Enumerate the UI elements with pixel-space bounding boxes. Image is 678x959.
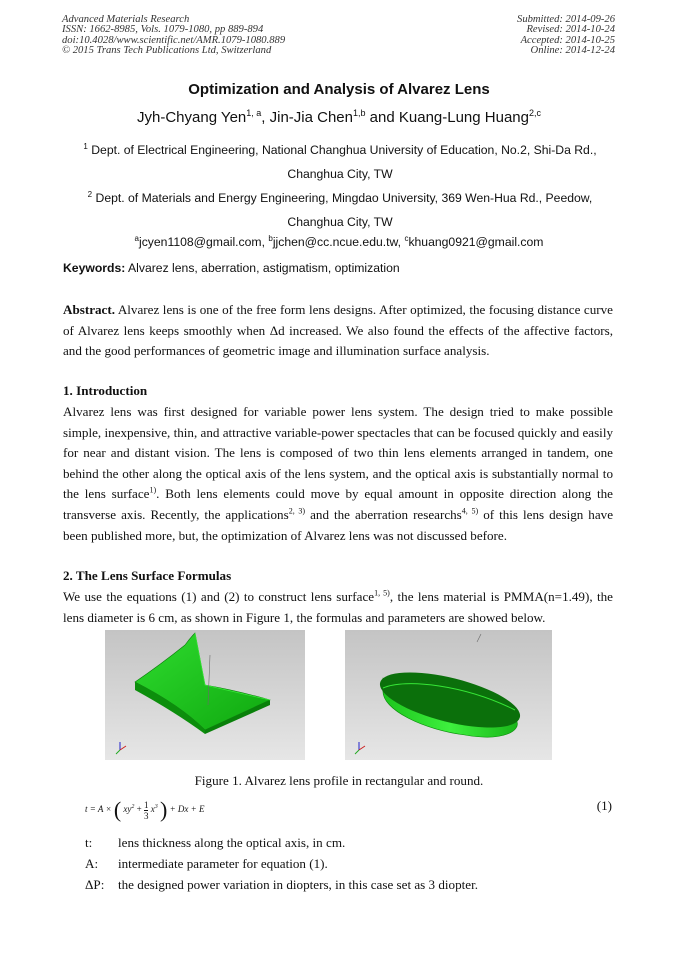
intro-text: of this lens design have been published more, but, the optimization of Alvarez lens was not discussed before. — [63, 506, 614, 543]
intro-text: Alvarez lens was first designed for variable power lens system. The design tried to make possible simple, inexpensive, thin, and attractive variable-power spectacles that can be focused quickly and easily for near and distant vision. The lens is composed of two thin lens elements arranged in tandem, one behind the other along the optical axis of the lens system, and the optical axis is substantially normal to the lens surface — [63, 404, 613, 502]
accepted-date: Accepted: 2014-10-25 — [520, 34, 615, 46]
equation-fraction — [144, 800, 149, 821]
doi-line: doi:10.4028/www.scientific.net/AMR.1079-1080.889 — [62, 34, 286, 46]
definition-item — [85, 856, 328, 872]
definition-item — [85, 877, 478, 893]
email-sup: c — [404, 234, 409, 243]
equation-number: (1) — [596, 798, 612, 813]
citation: 1, 5) — [374, 588, 390, 598]
introduction-paragraph — [63, 402, 613, 546]
paper-title: Optimization and Analysis of Alvarez Lens — [188, 81, 490, 98]
affiliation-text: Dept. of Electrical Engineering, National Changhua University of Education, No.2, Shi-Da Rd., Changhua City, TW — [91, 143, 597, 182]
author-name: Kuang-Lung Huang — [398, 109, 529, 126]
affiliation-text: Dept. of Materials and Energy Engineering, Mingdao University, 369 Wen-Hua Rd., Peedow, Changhua City, TW — [95, 191, 593, 230]
author-name: Jin-Jia Chen — [269, 109, 353, 126]
email-address[interactable]: jjchen@cc.ncue.edu.tw — [272, 235, 398, 250]
figure-round-lens — [345, 630, 552, 760]
round-lens-render — [345, 630, 552, 760]
section-heading-introduction: 1. Introduction — [63, 383, 148, 398]
keywords-text: Alvarez lens, aberration, astigmatism, optimization — [128, 261, 400, 275]
definition-item — [85, 835, 345, 851]
affiliation-1 — [70, 135, 610, 186]
definition-desc: lens thickness along the optical axis, in cm. — [118, 835, 346, 850]
fraction-denominator: 3 — [143, 810, 149, 821]
section2-text: We use the equations (1) and (2) to construct lens surface — [63, 589, 375, 604]
submitted-date: Submitted: 2014-09-26 — [517, 14, 615, 25]
email-sup: a — [134, 234, 139, 243]
journal-header — [62, 15, 285, 57]
author-name: Jyh-Chyang Yen — [137, 109, 247, 126]
email-sup: b — [268, 234, 273, 243]
definition-term: ΔP: — [85, 877, 105, 892]
keywords-label: Keywords: — [63, 261, 126, 275]
fraction-numerator: 1 — [143, 799, 149, 810]
author-list — [0, 108, 678, 126]
email-address[interactable]: khuang0921@gmail.com — [408, 235, 544, 250]
definition-desc: the designed power variation in diopters, in this case set as 3 diopter. — [118, 877, 478, 892]
equation-exponent: 3 — [154, 804, 158, 811]
journal-name: Advanced Materials Research — [62, 14, 190, 25]
affiliation-2 — [70, 183, 610, 234]
equation-1 — [85, 797, 204, 823]
affiliation-number: 2 — [87, 190, 93, 199]
equation-lhs: t = A × — [85, 804, 112, 815]
equation-tail: + Dx + E — [169, 804, 205, 815]
email-separator: , — [397, 235, 405, 250]
affiliation-number: 1 — [83, 142, 88, 151]
citation: 1) — [149, 486, 157, 496]
equation-paren: ( — [113, 797, 122, 822]
email-address[interactable]: jcyen1108@gmail.com — [139, 235, 262, 250]
equation-term: xy — [123, 804, 132, 815]
issn-line: ISSN: 1662-8985, Vols. 1079-1080, pp 889-894 — [62, 24, 264, 36]
email-separator: , — [261, 235, 269, 250]
equation-exponent: 2 — [131, 804, 135, 811]
author-separator: and — [365, 109, 399, 126]
equation-paren: ) — [159, 797, 168, 822]
figure-1-caption: Figure 1. Alvarez lens profile in rectangular and round. — [194, 773, 484, 788]
abstract-label: Abstract. — [63, 302, 115, 317]
equation-term: x — [150, 804, 155, 815]
rectangular-lens-render — [105, 630, 305, 760]
definition-term: A: — [85, 856, 99, 871]
author-separator: , — [261, 109, 270, 126]
revised-date: Revised: 2014-10-24 — [526, 24, 615, 36]
lens-formulas-paragraph — [63, 587, 613, 628]
section-heading-lens-formulas: 2. The Lens Surface Formulas — [63, 568, 232, 583]
abstract-text: Alvarez lens is one of the free form lens designs. After optimized, the focusing distance curve of Alvarez lens keeps smoothly when Δd increased. We also found the effects of the affective factors, and the good performances of geometric image and illumination surface analysis. — [63, 302, 613, 359]
citation: 2, 3) — [288, 506, 306, 516]
author-affil-sup: 2,c — [528, 108, 541, 118]
dates-header — [517, 15, 615, 57]
citation: 4, 5) — [461, 506, 479, 516]
definition-desc: intermediate parameter for equation (1). — [118, 856, 328, 871]
definition-term: t: — [85, 835, 93, 850]
copyright-line: © 2015 Trans Tech Publications Ltd, Switzerland — [62, 45, 272, 57]
author-affil-sup: 1,b — [352, 108, 366, 118]
intro-text: and the aberration researchs — [305, 506, 462, 522]
keywords — [63, 261, 400, 275]
online-date: Online: 2014-12-24 — [530, 45, 615, 57]
figure-rectangular-lens — [105, 630, 305, 760]
intro-text: . Both lens elements could move by equal amount in opposite direction along the transverse axis. Recently, the applications — [63, 486, 613, 522]
abstract — [63, 300, 613, 362]
email-list — [0, 234, 678, 249]
section2-text: , the lens material is PMMA(n=1.49), the lens diameter is 6 cm, as shown in Figure 1, the formulas and parameters are showed below. — [63, 589, 613, 625]
equation-operator: + — [136, 804, 142, 815]
author-affil-sup: 1, a — [246, 108, 262, 118]
